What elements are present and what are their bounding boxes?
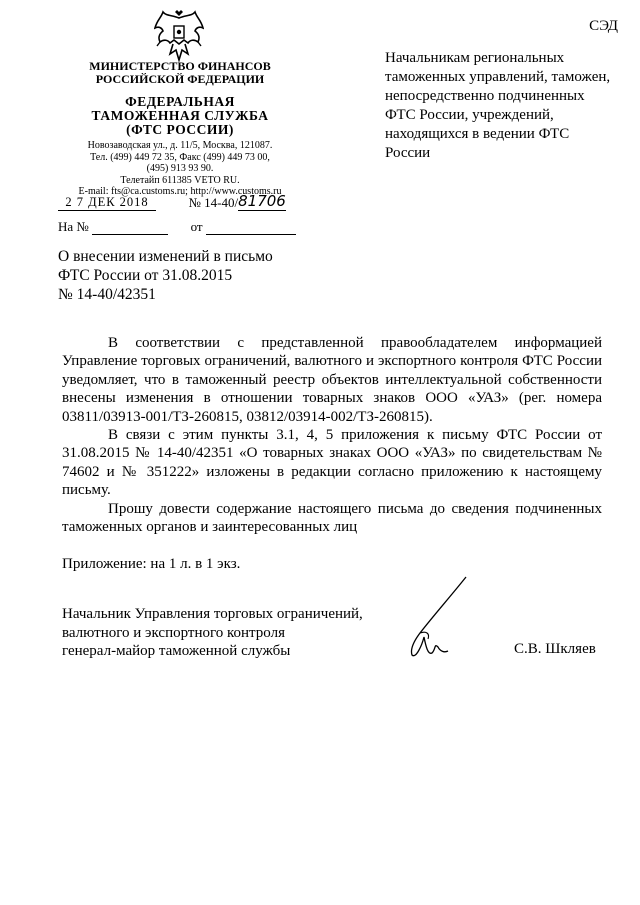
na-blank <box>92 234 168 235</box>
ministry-name <box>60 60 300 86</box>
service-name <box>60 95 300 137</box>
contact-phone-2: (495) 913 93 90. <box>146 163 214 174</box>
signer-position <box>62 605 402 661</box>
service-line-1: ФЕДЕРАЛЬНАЯ <box>125 94 235 109</box>
handwritten-number: 81706 <box>238 192 286 210</box>
signer-position-line-2: валютного и экспортного контроля <box>62 624 285 641</box>
signer-position-line-3: генерал-майор таможенной службы <box>62 643 291 659</box>
ot-blank <box>206 234 296 235</box>
signer-position-line-1: Начальник Управления торговых ограничений, <box>62 606 363 622</box>
contact-email: E-mail: fts@ca.customs.ru; http://www.customs.ru <box>78 186 282 197</box>
addressee: Начальникам региональных таможенных управлений, таможен, непосредственно подчиненных ФТС России, учреждений, находящихся в ведении ФТС России <box>385 50 611 161</box>
service-line-3: (ФТС РОССИИ) <box>126 122 234 137</box>
service-line-2: ТАМОЖЕННАЯ СЛУЖБА <box>91 108 269 123</box>
contact-block <box>55 140 305 198</box>
letter-subject <box>58 247 328 304</box>
contact-phone: Тел. (499) 449 72 35, Факс (499) 449 73 00, <box>90 151 270 163</box>
signer-name: С.В. Шкляев <box>514 641 596 657</box>
double-headed-eagle-emblem-icon <box>154 10 204 62</box>
body-paragraph-1: В соответствии с представленной правообладателем информацией Управление торговых ограничений, валютного и экспортного контроля ФТС России уведомляет, что в таможенный реестр объектов интеллектуальной собственности внесены изменения в отношении товарных знаков ООО «УАЗ» (рег. номера 03811/03913-001/ТЗ-260815, 03812/03914-002/ТЗ-260815). <box>62 335 602 425</box>
reference-line <box>58 219 296 235</box>
appendix-note: Приложение: на 1 л. в 1 экз. <box>62 556 241 572</box>
subject-line-2: ФТС России от 31.08.2015 <box>58 267 233 284</box>
na-label: На № <box>58 219 89 234</box>
handwritten-signature-icon <box>400 575 475 665</box>
body-paragraph-3: Прошу довести содержание настоящего письма до сведения подчиненных таможенных органов и заинтересованных лиц <box>62 500 602 536</box>
subject-line-1: О внесении изменений в письмо <box>58 248 273 265</box>
registration-line <box>58 192 286 211</box>
date-stamp: 2 7 ДЕК 2018 <box>58 195 156 211</box>
contact-address: Новозаводская ул., д. 11/5, Москва, 121087. <box>87 140 273 151</box>
subject-line-3: № 14-40/42351 <box>58 286 156 303</box>
sed-mark: СЭД <box>589 18 618 34</box>
number-prefix: № 14-40/ <box>188 195 239 210</box>
ministry-line-2: РОССИЙСКОЙ ФЕДЕРАЦИИ <box>95 72 265 86</box>
ot-label: от <box>190 219 203 234</box>
body-paragraph-2: В связи с этим пункты 3.1, 4, 5 приложения к письму ФТС России от 31.08.2015 № 14-40/42351 «О товарных знаках ООО «УАЗ» по свидетельствам № 74602 и № 351222» изложены в редакции согласно приложению к настоящему письму. <box>62 427 602 499</box>
ministry-line-1: МИНИСТЕРСТВО ФИНАНСОВ <box>89 59 271 73</box>
contact-teletype: Телетайп 611385 VETO RU. <box>120 174 240 186</box>
letter-body <box>62 334 602 536</box>
